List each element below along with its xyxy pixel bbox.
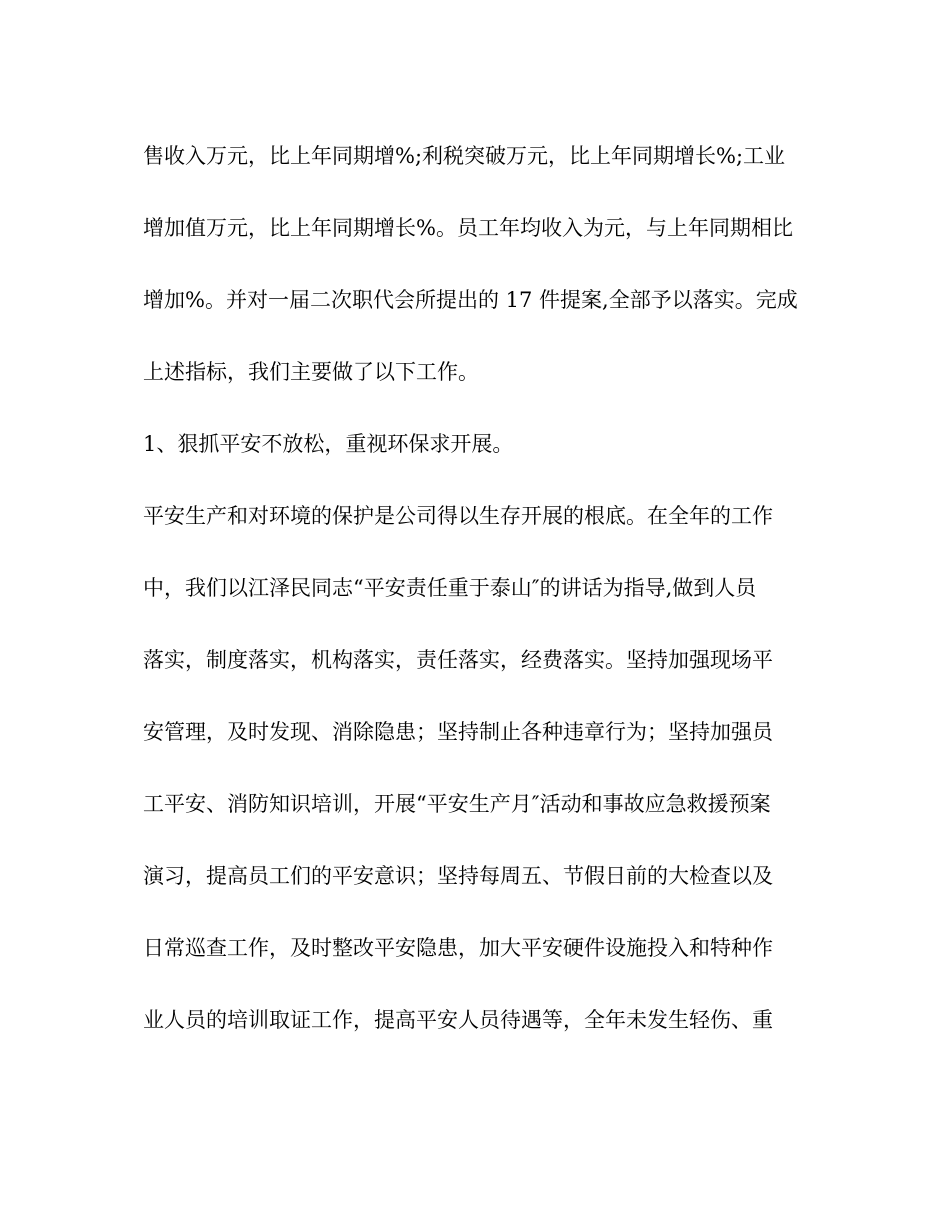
paragraph-line: 落实，制度落实，机构落实，责任落实，经费落实。坚持加强现场平 [143, 648, 773, 672]
paragraph-line: 平安生产和对环境的保护是公司得以生存开展的根底。在全年的工作 [143, 504, 773, 528]
paragraph-line: 售收入万元，比上年同期增%;利税突破万元，比上年同期增长%;工业 [143, 144, 786, 168]
section-heading: 1、狠抓平安不放松，重视环保求开展。 [143, 432, 514, 456]
paragraph-line: 演习，提高员工们的平安意识；坚持每周五、节假日前的大检查以及 [143, 864, 773, 888]
paragraph-line: 工平安、消防知识培训，开展“平安生产月″活动和事故应急救援预案 [143, 792, 771, 816]
paragraph-line: 安管理，及时发现、消除隐患；坚持制止各种违章行为；坚持加强员 [143, 720, 773, 744]
paragraph-line: 上述指标，我们主要做了以下工作。 [143, 360, 479, 384]
paragraph-line: 增加%。并对一届二次职代会所提出的 17 件提案,全部予以落实。完成 [143, 288, 798, 312]
paragraph-line: 业人员的培训取证工作，提高平安人员待遇等，全年未发生轻伤、重 [143, 1008, 773, 1032]
paragraph-line: 日常巡查工作，及时整改平安隐患，加大平安硬件设施投入和特种作 [143, 936, 773, 960]
paragraph-line: 中，我们以江泽民同志“平安责任重于泰山″的讲话为指导,做到人员 [143, 576, 757, 600]
paragraph-line: 增加值万元，比上年同期增长%。员工年均收入为元，与上年同期相比 [143, 216, 793, 240]
